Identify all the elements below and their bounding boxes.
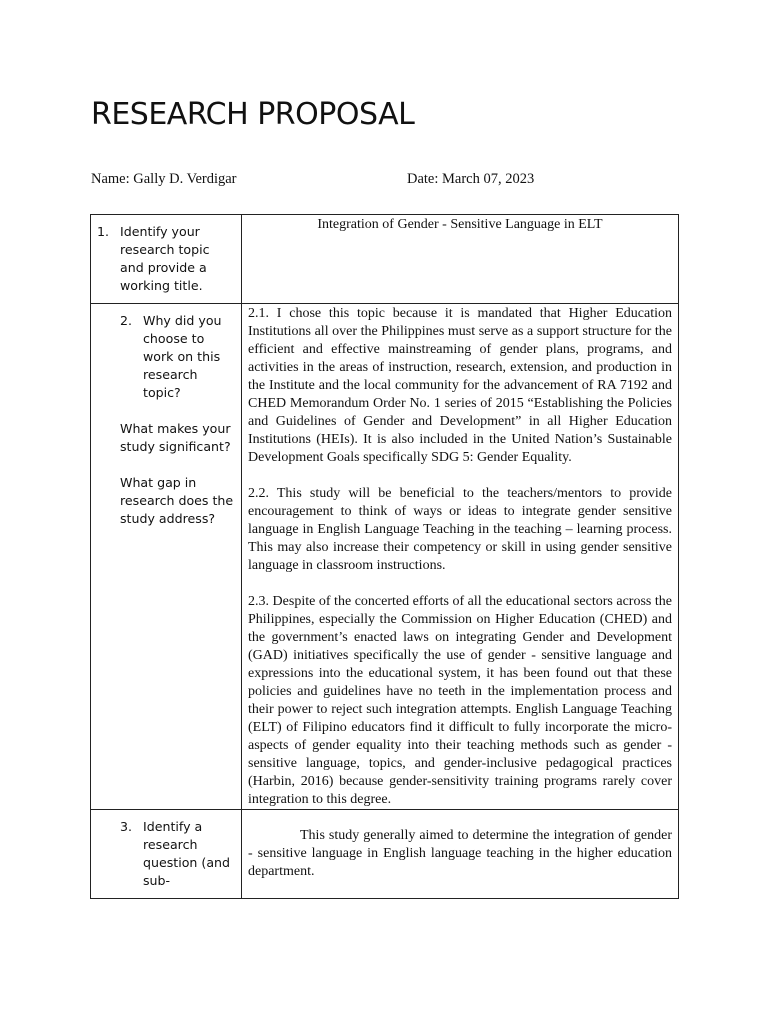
answer-paragraph: 2.1. I chose this topic because it is mandated that Higher Education Institutions all over the Philippines must serve as a support structure for the efficient and effective mainstreaming of gender plans, programs, and activities in the areas of instruction, research, extension, and production in the Institute and the local community for the advancement of RA 7192 and CHED Memorandum Order No. 1 series of 2015 “Establishing the Policies and Guidelines of Gender and Development” in all Higher Education Institutions (HEIs). It is also included in the United Nation’s Sustainable Development Goals specifically SDG 5: Gender Equality.: [248, 306, 672, 465]
table-row: [91, 810, 679, 899]
proposal-date: Date: March 07, 2023: [407, 171, 535, 187]
answer-cell: [242, 810, 679, 899]
question-prompt: What gap in research does the study address?: [120, 475, 234, 526]
answer-paragraph: 2.2. This study will be beneficial to the teachers/mentors to provide encouragement to think of ways or ideas to integrate gender sensitive language in English Language Teaching in the teaching – learning process. This may also increase their competency or skill in using gender sensitive language in classroom instructions.: [248, 486, 672, 573]
question-cell: [91, 215, 242, 304]
table-row: [91, 304, 679, 810]
document-title: RESEARCH PROPOSAL: [91, 97, 415, 132]
question-cell: [91, 810, 242, 899]
answer-paragraph: This study generally aimed to determine the integration of gender - sensitive language in English language teaching in the higher education department.: [248, 828, 672, 879]
table-row: [91, 215, 679, 304]
answer-cell: [242, 215, 679, 304]
question-prompt: What makes your study significant?: [120, 421, 231, 454]
proposal-table: [90, 214, 679, 899]
question-number: 1.: [97, 224, 110, 239]
author-name: Name: Gally D. Verdigar: [91, 171, 237, 187]
answer-paragraph: 2.3. Despite of the concerted efforts of all the educational sectors across the Philippines, especially the Commission on Higher Education (CHED) and the government’s enacted laws on integrating Gender and Development (GAD) initiatives specifically the use of gender - sensitive language and expressions into the educational system, it has been found out that these policies and guidelines have no teeth in the implementation process and their power to reject such integration attempts. English Language Teaching (ELT) of Filipino educators find it difficult to fully incorporate the micro-aspects of gender equality into their teaching methods such as gender - sensitive language, topics, and gender-inclusive pedagogical practices (Harbin, 2016) because gender-sensitivity training programs rarely cover integration to this degree.: [248, 594, 672, 807]
question-number: 3.: [120, 819, 133, 834]
question-cell: [91, 304, 242, 810]
answer-cell: [242, 304, 679, 810]
question-prompt: Why did you choose to work on this research topic?: [143, 313, 222, 400]
question-prompt: Identify a research question (and sub-: [143, 819, 231, 888]
question-number: 2.: [120, 313, 133, 328]
working-title: Integration of Gender - Sensitive Language in ELT: [317, 217, 603, 232]
question-prompt: Identify your research topic and provide a working title.: [120, 224, 210, 293]
